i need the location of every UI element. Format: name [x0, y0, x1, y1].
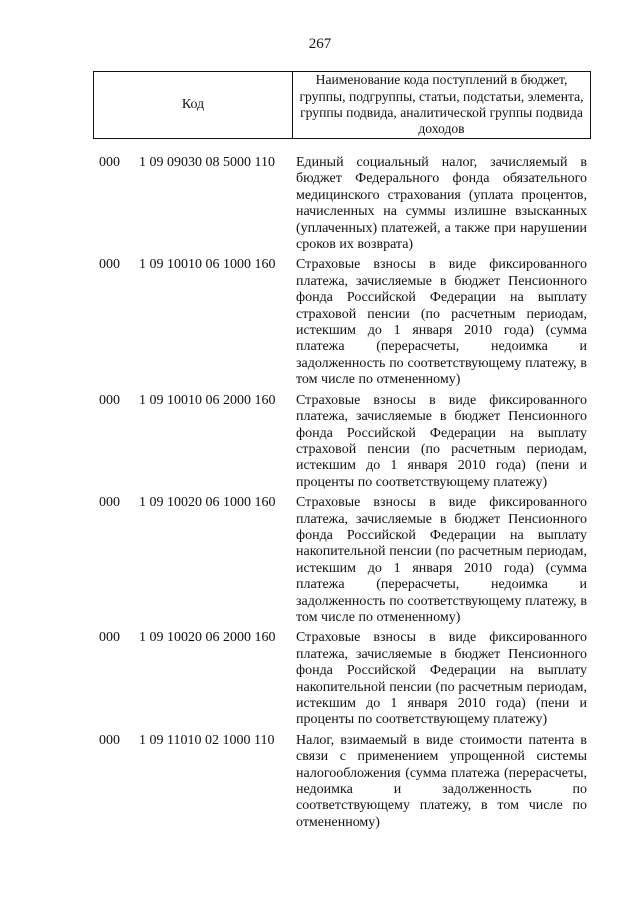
revenue-code: 1 09 10010 06 1000 160	[139, 257, 276, 273]
table-row	[0, 733, 640, 831]
table-row	[0, 393, 640, 491]
revenue-name: Налог, взимаемый в виде стоимости патента в связи с применением упрощенной системы налогообложения (сумма платежа (перерасчеты, недоимка и задолженность по соответствующему платежу, в том числе по отмененному)	[296, 732, 587, 830]
revenue-code: 1 09 09030 08 5000 110	[139, 155, 275, 170]
table-header	[93, 71, 591, 139]
table-body	[0, 155, 640, 835]
revenue-code: 1 09 10010 06 2000 160	[139, 392, 276, 408]
table-row	[0, 495, 640, 626]
admin-code: 000	[99, 392, 120, 408]
revenue-name: Страховые взносы в виде фиксированного платежа, зачисляемые в бюджет Пенсионного фонда Российской Федерации на выплату накопительной пенсии (по расчетным периодам, истекшим до 1 января 2010 года) (пени и проценты по соответствующему платежу)	[296, 630, 587, 728]
revenue-code: 1 09 10020 06 1000 160	[139, 495, 276, 511]
page-number: 267	[308, 36, 332, 52]
revenue-name: Страховые взносы в виде фиксированного платежа, зачисляемые в бюджет Пенсионного фонда Российской Федерации на выплату страховой пенсии (по расчетным периодам, истекшим до 1 января 2010 года) (сумма платежа (перерасчеты, недоимка и задолженность по соответствующему платежу, в том числе по отмененному)	[296, 257, 587, 388]
admin-code: 000	[99, 630, 120, 646]
admin-code: 000	[99, 732, 120, 748]
table-row	[0, 630, 640, 728]
revenue-code: 1 09 11010 02 1000 110	[139, 732, 275, 748]
admin-code: 000	[99, 257, 120, 273]
revenue-name: Страховые взносы в виде фиксированного платежа, зачисляемые в бюджет Пенсионного фонда Российской Федерации на выплату страховой пенсии (по расчетным периодам, истекшим до 1 января 2010 года) (пени и проценты по соответствующему платежу)	[296, 392, 587, 490]
revenue-code: 1 09 10020 06 2000 160	[139, 630, 276, 646]
admin-code: 000	[99, 495, 120, 511]
admin-code: 000	[99, 155, 120, 170]
revenue-name: Страховые взносы в виде фиксированного платежа, зачисляемые в бюджет Пенсионного фонда Российской Федерации на выплату накопительной пенсии (по расчетным периодам, истекшим до 1 января 2010 года) (сумма платежа (перерасчеты, недоимка и задолженность по соответствующему платежу, в том числе по отмененному)	[296, 495, 587, 625]
revenue-name: Единый социальный налог, зачисляемый в бюджет Федерального фонда обязательного медицинского страхования (уплата процентов, начисленных на суммы излишне взысканных (уплаченных) платежей, а также при нарушении сроков их возврата)	[296, 155, 587, 253]
header-name-cell: Наименование кода поступлений в бюджет, группы, подгруппы, статьи, подстатьи, элемента, группы подвида, аналитической группы подвида доходов	[299, 72, 584, 137]
table-row	[0, 155, 640, 253]
table-row	[0, 257, 640, 388]
header-code-cell: Код	[94, 72, 293, 138]
